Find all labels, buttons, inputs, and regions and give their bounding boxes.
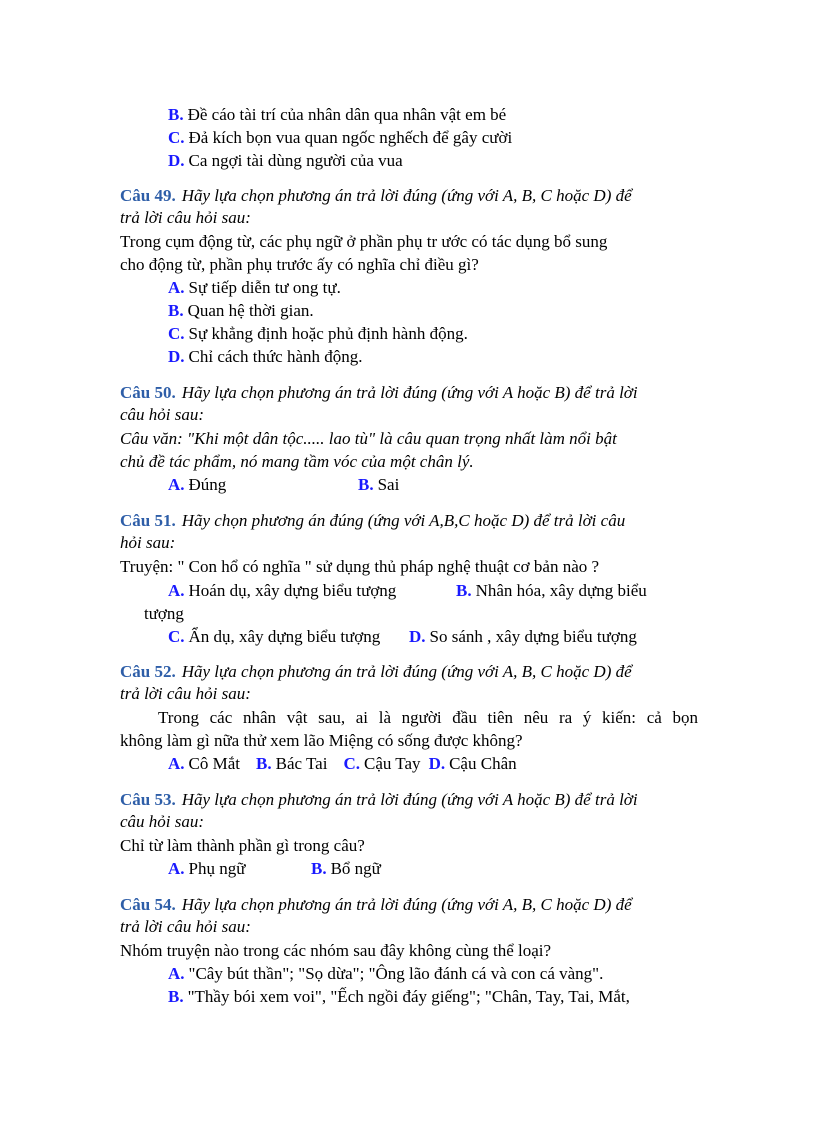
option-a-text: Cô Mắt: [188, 754, 241, 773]
question-52-instruction: trả lời câu hỏi sau:: [120, 684, 251, 703]
question-54-stem: Nhóm truyện nào trong các nhóm sau đây không cùng thể loại?: [120, 941, 552, 960]
question-50-heading: Câu 50. Hãy lựa chọn phương án trả lời đúng (ứng với A hoặc B) để trả lời: [120, 383, 638, 402]
option-a-label: A.: [168, 754, 185, 773]
question-50-stem: chủ đề tác phẩm, nó mang tầm vóc của một chân lý.: [120, 452, 474, 471]
option-d: D. Ca ngợi tài dùng người của vua: [168, 151, 403, 170]
question-52-heading: Câu 52. Hãy lựa chọn phương án trả lời đúng (ứng với A, B, C hoặc D) để: [120, 662, 632, 681]
question-53-instruction: câu hỏi sau:: [120, 812, 205, 831]
question-51-stem: Truyện: " Con hổ có nghĩa " sử dụng thủ pháp nghệ thuật cơ bản nào ?: [120, 557, 600, 576]
question-49-option-d: D. Chỉ cách thức hành động.: [168, 347, 363, 366]
question-54-heading: Câu 54. Hãy lựa chọn phương án trả lời đúng (ứng với A, B, C hoặc D) để: [120, 895, 632, 914]
question-51-option-a: A. Hoán dụ, xây dựng biểu tượng: [168, 581, 397, 600]
option-c: C. Đả kích bọn vua quan ngốc nghếch để gây cười: [168, 128, 513, 147]
question-49-option-b: B. Quan hệ thời gian.: [168, 301, 314, 320]
question-52-stem: Trong các nhân vật sau, ai là người đầu tiên nêu ra ý kiến: cả bọn: [158, 708, 698, 727]
question-49-stem: Trong cụm động từ, các phụ ngữ ở phần phụ tr ước có tác dụng bổ sung: [120, 232, 608, 251]
question-54-option-b: B. "Thầy bói xem voi", "Ếch ngồi đáy giếng"; "Chân, Tay, Tai, Mắt,: [168, 987, 630, 1006]
question-49-option-c: C. Sự khẳng định hoặc phủ định hành động.: [168, 324, 468, 343]
question-53-stem: Chỉ từ làm thành phần gì trong câu?: [120, 836, 365, 855]
question-49-instruction: trả lời câu hỏi sau:: [120, 208, 251, 227]
option-d-label: D.: [428, 754, 446, 773]
option-b: B. Đề cáo tài trí của nhân dân qua nhân vật em bé: [168, 105, 507, 124]
option-c-label: C.: [343, 754, 360, 773]
question-53-heading: Câu 53. Hãy lựa chọn phương án trả lời đúng (ứng với A hoặc B) để trả lời: [120, 790, 638, 809]
question-51-option-b-continued: tượng: [144, 604, 184, 623]
question-49-stem: cho động từ, phần phụ trước ấy có nghĩa chỉ điều gì?: [120, 255, 479, 274]
question-50-stem: Câu văn: "Khi một dân tộc..... lao tù" là câu quan trọng nhất làm nổi bật: [120, 429, 617, 448]
option-b-label: B.: [256, 754, 272, 773]
question-51-option-d: D. So sánh , xây dựng biểu tượng: [409, 627, 637, 646]
question-50-instruction: câu hỏi sau:: [120, 405, 205, 424]
question-53-option-a: A. Phụ ngữ: [168, 859, 246, 878]
question-51-instruction: hỏi sau:: [120, 533, 176, 552]
question-53-option-b: B. Bổ ngữ: [311, 859, 381, 878]
question-51-heading: Câu 51. Hãy chọn phương án đúng (ứng với A,B,C hoặc D) để trả lời câu: [120, 511, 626, 530]
question-49-heading: Câu 49. Hãy lựa chọn phương án trả lời đúng (ứng với A, B, C hoặc D) để: [120, 186, 632, 205]
question-52-stem: không làm gì nữa thử xem lão Miệng có sống được không?: [120, 731, 523, 750]
option-d-text: Cậu Chân: [449, 754, 517, 773]
question-49-option-a: A. Sự tiếp diễn tư ong tự.: [168, 278, 341, 297]
question-54-option-a: A. "Cây bút thần"; "Sọ dừa"; "Ông lão đánh cá và con cá vàng".: [168, 964, 604, 983]
question-52-options: [168, 753, 517, 775]
question-50-option-b: B. Sai: [358, 475, 400, 494]
question-51-option-b: B. Nhân hóa, xây dựng biểu: [456, 581, 647, 600]
question-51-option-c: C. Ẩn dụ, xây dựng biểu tượng: [168, 627, 381, 646]
option-c-text: Cậu Tay: [363, 754, 421, 773]
question-54-instruction: trả lời câu hỏi sau:: [120, 917, 251, 936]
option-b-text: Bác Tai: [275, 754, 328, 773]
question-50-option-a: A. Đúng: [168, 475, 227, 494]
